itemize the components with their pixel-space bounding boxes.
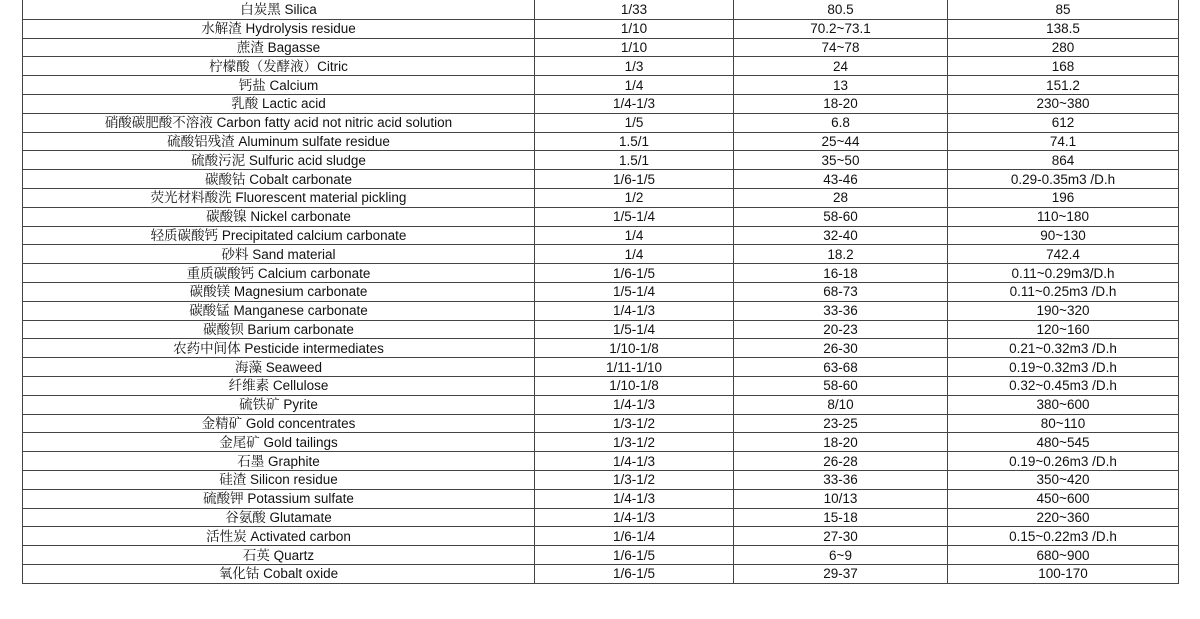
- value-cell: 23-25: [734, 414, 948, 433]
- ratio-cell: 1/4-1/3: [535, 301, 734, 320]
- table-row: [23, 320, 1179, 339]
- table-row: [23, 1, 1179, 20]
- value-cell: 24: [734, 57, 948, 76]
- table-row: [23, 245, 1179, 264]
- ratio-cell: 1/4-1/3: [535, 508, 734, 527]
- material-cell: 砂料 Sand material: [23, 245, 535, 264]
- table-row: [23, 113, 1179, 132]
- material-cell: 重质碳酸钙 Calcium carbonate: [23, 264, 535, 283]
- table-row: [23, 170, 1179, 189]
- capacity-cell: 0.11~0.25m3 /D.h: [948, 282, 1179, 301]
- material-cell: 硫铁矿 Pyrite: [23, 395, 535, 414]
- material-cell: 碳酸钴 Cobalt carbonate: [23, 170, 535, 189]
- value-cell: 43-46: [734, 170, 948, 189]
- capacity-cell: 280: [948, 38, 1179, 57]
- value-cell: 25~44: [734, 132, 948, 151]
- ratio-cell: 1/5-1/4: [535, 282, 734, 301]
- value-cell: 18-20: [734, 94, 948, 113]
- table-row: [23, 358, 1179, 377]
- material-cell: 碳酸锰 Manganese carbonate: [23, 301, 535, 320]
- table-row: [23, 470, 1179, 489]
- ratio-cell: 1.5/1: [535, 132, 734, 151]
- ratio-cell: 1/3: [535, 57, 734, 76]
- value-cell: 63-68: [734, 358, 948, 377]
- material-cell: 硫酸铝残渣 Aluminum sulfate residue: [23, 132, 535, 151]
- value-cell: 18-20: [734, 433, 948, 452]
- capacity-cell: 742.4: [948, 245, 1179, 264]
- data-sheet: [22, 0, 1178, 584]
- value-cell: 33-36: [734, 470, 948, 489]
- capacity-cell: 0.21~0.32m3 /D.h: [948, 339, 1179, 358]
- table-row: [23, 226, 1179, 245]
- table-row: [23, 376, 1179, 395]
- capacity-cell: 100-170: [948, 564, 1179, 583]
- ratio-cell: 1/11-1/10: [535, 358, 734, 377]
- table-row: [23, 19, 1179, 38]
- material-cell: 乳酸 Lactic acid: [23, 94, 535, 113]
- material-cell: 金尾矿 Gold tailings: [23, 433, 535, 452]
- table-row: [23, 188, 1179, 207]
- capacity-cell: 138.5: [948, 19, 1179, 38]
- value-cell: 6~9: [734, 546, 948, 565]
- capacity-cell: 480~545: [948, 433, 1179, 452]
- table-row: [23, 132, 1179, 151]
- value-cell: 15-18: [734, 508, 948, 527]
- capacity-cell: 80~110: [948, 414, 1179, 433]
- ratio-cell: 1.5/1: [535, 151, 734, 170]
- ratio-cell: 1/5: [535, 113, 734, 132]
- material-cell: 碳酸镍 Nickel carbonate: [23, 207, 535, 226]
- material-cell: 硅渣 Silicon residue: [23, 470, 535, 489]
- value-cell: 20-23: [734, 320, 948, 339]
- capacity-cell: 90~130: [948, 226, 1179, 245]
- ratio-cell: 1/10: [535, 19, 734, 38]
- ratio-cell: 1/3-1/2: [535, 470, 734, 489]
- value-cell: 70.2~73.1: [734, 19, 948, 38]
- value-cell: 35~50: [734, 151, 948, 170]
- capacity-cell: 196: [948, 188, 1179, 207]
- value-cell: 26-30: [734, 339, 948, 358]
- material-cell: 水解渣 Hydrolysis residue: [23, 19, 535, 38]
- ratio-cell: 1/4: [535, 226, 734, 245]
- material-cell: 海藻 Seaweed: [23, 358, 535, 377]
- ratio-cell: 1/4-1/3: [535, 94, 734, 113]
- material-cell: 蔗渣 Bagasse: [23, 38, 535, 57]
- table-row: [23, 564, 1179, 583]
- material-cell: 石墨 Graphite: [23, 452, 535, 471]
- ratio-cell: 1/4-1/3: [535, 489, 734, 508]
- value-cell: 33-36: [734, 301, 948, 320]
- table-row: [23, 508, 1179, 527]
- material-cell: 碳酸钡 Barium carbonate: [23, 320, 535, 339]
- material-cell: 金精矿 Gold concentrates: [23, 414, 535, 433]
- value-cell: 80.5: [734, 1, 948, 20]
- table-row: [23, 339, 1179, 358]
- material-cell: 荧光材料酸洗 Fluorescent material pickling: [23, 188, 535, 207]
- table-row: [23, 76, 1179, 95]
- table-row: [23, 94, 1179, 113]
- material-cell: 柠檬酸（发酵液）Citric: [23, 57, 535, 76]
- capacity-cell: 0.11~0.29m3/D.h: [948, 264, 1179, 283]
- capacity-cell: 85: [948, 1, 1179, 20]
- table-row: [23, 546, 1179, 565]
- material-cell: 纤维素 Cellulose: [23, 376, 535, 395]
- material-cell: 碳酸镁 Magnesium carbonate: [23, 282, 535, 301]
- capacity-cell: 168: [948, 57, 1179, 76]
- capacity-cell: 190~320: [948, 301, 1179, 320]
- capacity-cell: 0.15~0.22m3 /D.h: [948, 527, 1179, 546]
- ratio-cell: 1/2: [535, 188, 734, 207]
- table-row: [23, 414, 1179, 433]
- ratio-cell: 1/4-1/3: [535, 395, 734, 414]
- material-cell: 石英 Quartz: [23, 546, 535, 565]
- ratio-cell: 1/5-1/4: [535, 207, 734, 226]
- capacity-cell: 120~160: [948, 320, 1179, 339]
- material-cell: 谷氨酸 Glutamate: [23, 508, 535, 527]
- table-row: [23, 433, 1179, 452]
- capacity-cell: 0.19~0.26m3 /D.h: [948, 452, 1179, 471]
- capacity-cell: 0.32~0.45m3 /D.h: [948, 376, 1179, 395]
- ratio-cell: 1/6-1/5: [535, 170, 734, 189]
- capacity-cell: 230~380: [948, 94, 1179, 113]
- capacity-cell: 220~360: [948, 508, 1179, 527]
- table-row: [23, 207, 1179, 226]
- ratio-cell: 1/10-1/8: [535, 339, 734, 358]
- capacity-cell: 110~180: [948, 207, 1179, 226]
- table-row: [23, 38, 1179, 57]
- value-cell: 13: [734, 76, 948, 95]
- value-cell: 58-60: [734, 376, 948, 395]
- ratio-cell: 1/4: [535, 76, 734, 95]
- table-row: [23, 151, 1179, 170]
- ratio-cell: 1/6-1/5: [535, 564, 734, 583]
- capacity-cell: 350~420: [948, 470, 1179, 489]
- material-cell: 氧化钴 Cobalt oxide: [23, 564, 535, 583]
- value-cell: 27-30: [734, 527, 948, 546]
- ratio-cell: 1/4: [535, 245, 734, 264]
- material-cell: 农药中间体 Pesticide intermediates: [23, 339, 535, 358]
- ratio-cell: 1/6-1/4: [535, 527, 734, 546]
- ratio-cell: 1/33: [535, 1, 734, 20]
- material-table: [22, 0, 1179, 584]
- material-cell: 硫酸污泥 Sulfuric acid sludge: [23, 151, 535, 170]
- capacity-cell: 151.2: [948, 76, 1179, 95]
- material-cell: 硝酸碳肥酸不溶液 Carbon fatty acid not nitric acid solution: [23, 113, 535, 132]
- table-body: [23, 1, 1179, 584]
- table-row: [23, 282, 1179, 301]
- capacity-cell: 450~600: [948, 489, 1179, 508]
- value-cell: 28: [734, 188, 948, 207]
- value-cell: 32-40: [734, 226, 948, 245]
- capacity-cell: 680~900: [948, 546, 1179, 565]
- ratio-cell: 1/5-1/4: [535, 320, 734, 339]
- value-cell: 10/13: [734, 489, 948, 508]
- value-cell: 68-73: [734, 282, 948, 301]
- capacity-cell: 380~600: [948, 395, 1179, 414]
- table-row: [23, 489, 1179, 508]
- capacity-cell: 0.29-0.35m3 /D.h: [948, 170, 1179, 189]
- material-cell: 轻质碳酸钙 Precipitated calcium carbonate: [23, 226, 535, 245]
- material-cell: 白炭黑 Silica: [23, 1, 535, 20]
- ratio-cell: 1/3-1/2: [535, 414, 734, 433]
- table-row: [23, 395, 1179, 414]
- table-row: [23, 452, 1179, 471]
- material-cell: 活性炭 Activated carbon: [23, 527, 535, 546]
- ratio-cell: 1/6-1/5: [535, 546, 734, 565]
- ratio-cell: 1/10: [535, 38, 734, 57]
- material-cell: 硫酸钾 Potassium sulfate: [23, 489, 535, 508]
- value-cell: 74~78: [734, 38, 948, 57]
- ratio-cell: 1/4-1/3: [535, 452, 734, 471]
- value-cell: 18.2: [734, 245, 948, 264]
- table-row: [23, 264, 1179, 283]
- capacity-cell: 864: [948, 151, 1179, 170]
- ratio-cell: 1/10-1/8: [535, 376, 734, 395]
- value-cell: 16-18: [734, 264, 948, 283]
- capacity-cell: 0.19~0.32m3 /D.h: [948, 358, 1179, 377]
- material-cell: 钙盐 Calcium: [23, 76, 535, 95]
- value-cell: 26-28: [734, 452, 948, 471]
- table-row: [23, 57, 1179, 76]
- value-cell: 58-60: [734, 207, 948, 226]
- ratio-cell: 1/3-1/2: [535, 433, 734, 452]
- table-row: [23, 527, 1179, 546]
- capacity-cell: 74.1: [948, 132, 1179, 151]
- capacity-cell: 612: [948, 113, 1179, 132]
- value-cell: 29-37: [734, 564, 948, 583]
- value-cell: 8/10: [734, 395, 948, 414]
- table-row: [23, 301, 1179, 320]
- ratio-cell: 1/6-1/5: [535, 264, 734, 283]
- value-cell: 6.8: [734, 113, 948, 132]
